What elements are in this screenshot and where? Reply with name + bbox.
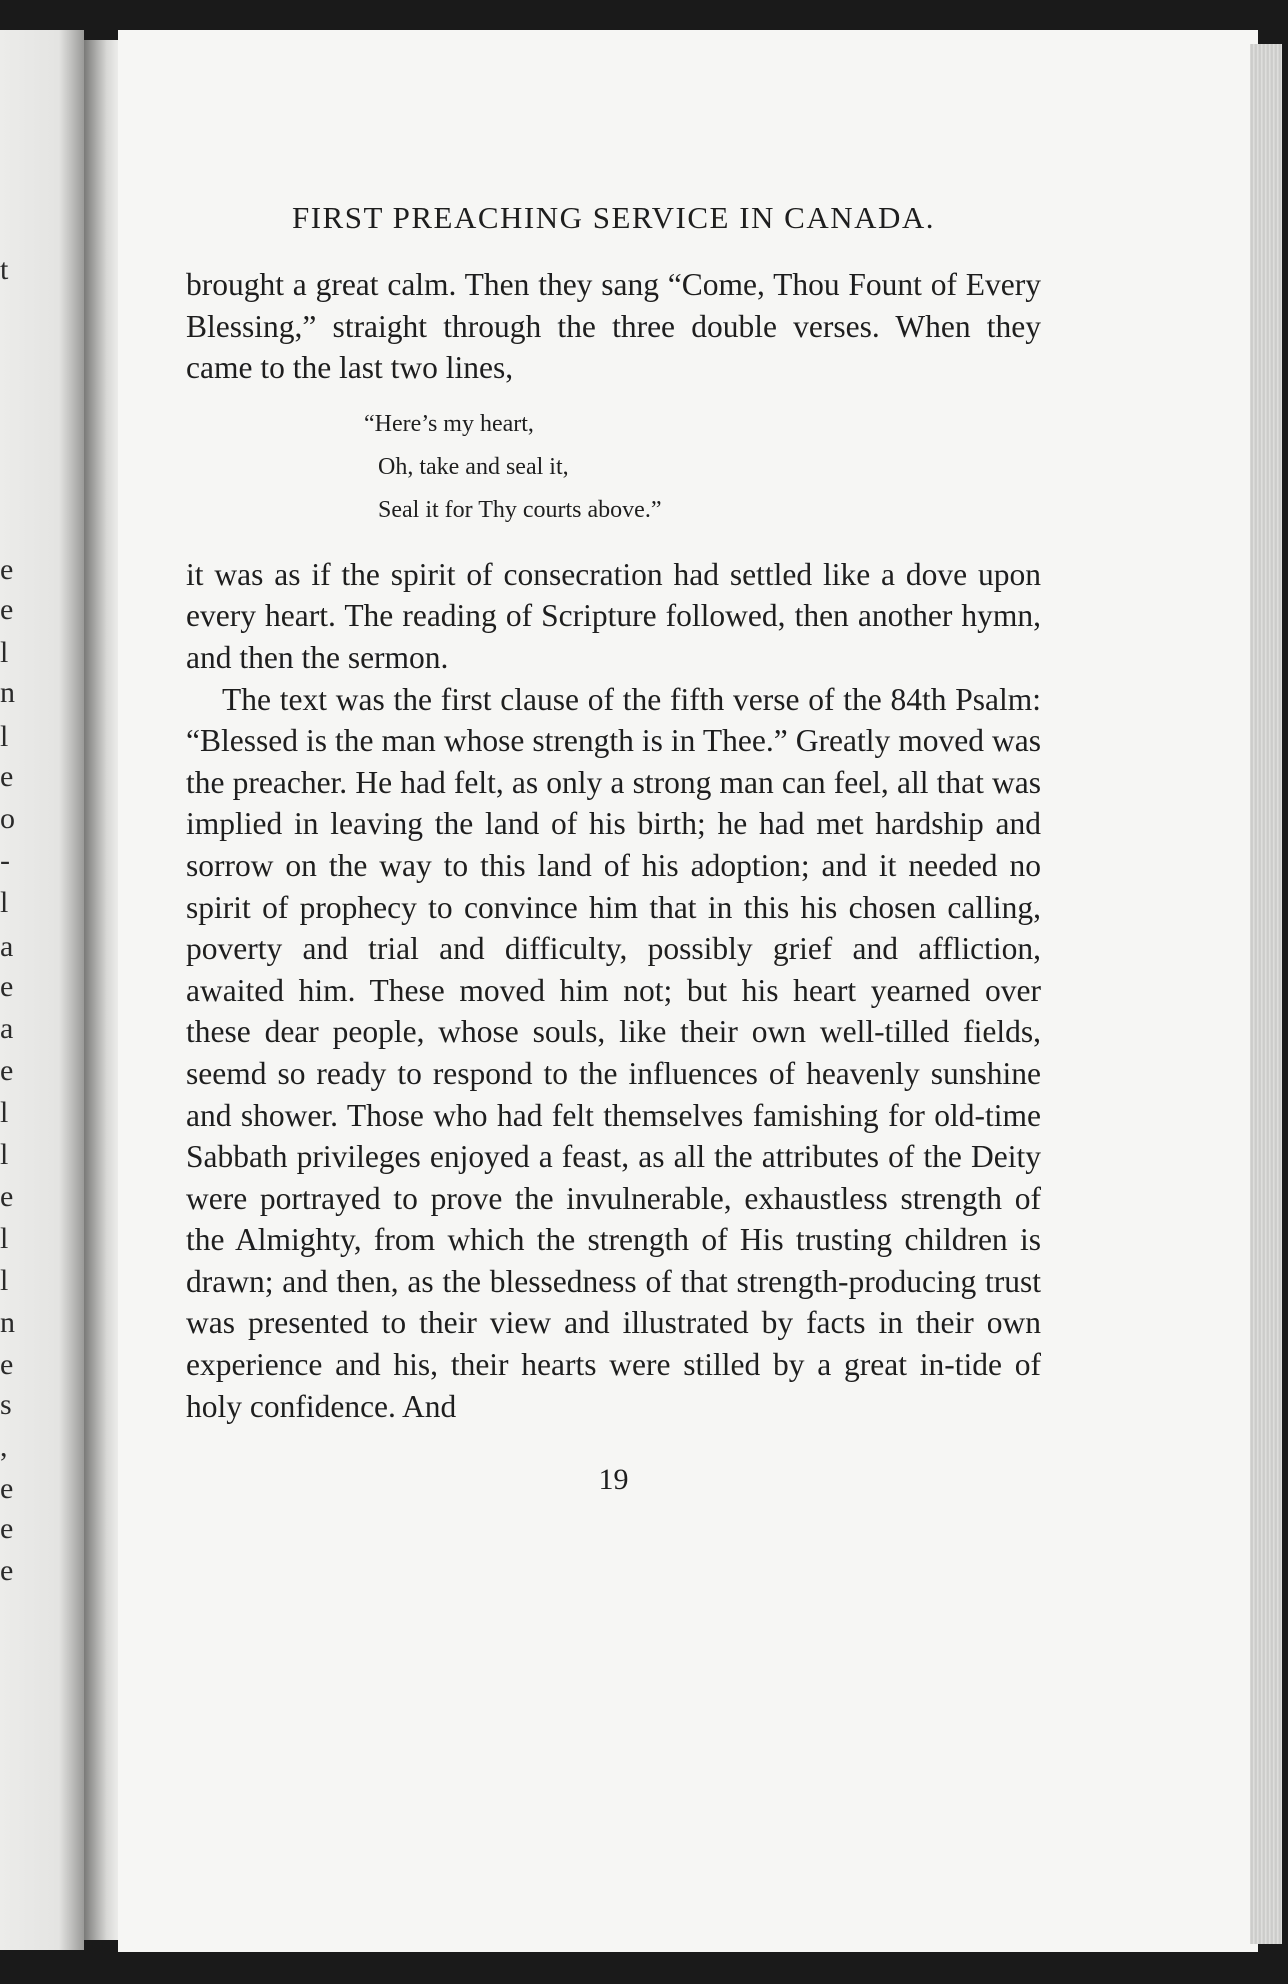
facing-page-fragment: e bbox=[0, 1180, 14, 1213]
facing-page-fragment: l bbox=[0, 1222, 9, 1255]
facing-page-fragment: l bbox=[0, 1264, 9, 1297]
facing-page-fragment: e bbox=[0, 1348, 14, 1381]
paragraph-3: The text was the first clause of the fifth verse of the 84th Psalm: “Blessed is the man whose strength is in Thee.” Greatly moved was the preacher. He had felt, as only a strong man can feel, all that was implied in leaving the land of his birth; he had met hardship and sorrow on the way to this land of his adoption; and it needed no spirit of prophecy to convince him that in this his chosen calling, poverty and trial and difficulty, possibly grief and affliction, awaited him. These moved him not; but his heart yearned over these dear people, whose souls, like their own well-tilled fields, seemd so ready to respond to the influences of heavenly sunshine and shower. Those who had felt themselves famishing for old-time Sabbath privileges enjoyed a feast, as all the attributes of the Deity were portrayed to prove the invulnerable, exhaustless strength of the Almighty, from which the strength of His trusting children is drawn; and then, as the blessedness of that strength-producing trust was presented to their view and illustrated by facts in their own experience and his, their hearts were stilled by a great in-tide of holy confidence. And bbox=[186, 681, 1041, 1424]
facing-page-fragment: e bbox=[0, 1512, 14, 1545]
facing-page-fragment: n bbox=[0, 676, 15, 709]
facing-page-fragment: l bbox=[0, 1096, 9, 1129]
facing-page-fragment: a bbox=[0, 1012, 14, 1045]
facing-page-fragment: e bbox=[0, 1554, 14, 1587]
facing-page-fragment: l bbox=[0, 886, 9, 919]
facing-page-fragment: e bbox=[0, 970, 14, 1003]
verse-line-3: Seal it for Thy courts above.” bbox=[378, 496, 662, 523]
facing-page-edge bbox=[0, 30, 84, 1950]
page-number: 19 bbox=[598, 1463, 629, 1497]
facing-page-fragment: o bbox=[0, 802, 15, 835]
hymn-verse bbox=[364, 403, 1041, 532]
book-gutter bbox=[84, 40, 122, 1940]
facing-page-fragment: l bbox=[0, 636, 9, 669]
page-block-edge bbox=[1250, 44, 1282, 1944]
running-head: FIRST PREACHING SERVICE IN CANADA. bbox=[291, 200, 936, 235]
facing-page-fragment: e bbox=[0, 760, 14, 793]
facing-page-fragment: n bbox=[0, 1306, 15, 1339]
facing-page-fragment: a bbox=[0, 930, 14, 963]
facing-page-fragment: s bbox=[0, 1388, 12, 1421]
paragraph-1: brought a great calm. Then they sang “Come, Thou Fount of Every Blessing,” straight through the three double verses. When they came to the last two lines, bbox=[186, 267, 1041, 386]
verse-line-1: “Here’s my heart, bbox=[364, 410, 534, 437]
facing-page-fragment: - bbox=[0, 844, 10, 877]
verse-line-2: Oh, take and seal it, bbox=[378, 453, 569, 480]
facing-page-fragment: , bbox=[0, 1430, 8, 1463]
facing-page-fragment: e bbox=[0, 1472, 14, 1505]
facing-page-fragment: t bbox=[0, 253, 9, 286]
paragraph-2: it was as if the spirit of consecration had settled like a dove upon every heart. The reading of Scripture followed, then another hymn, and then the sermon. bbox=[186, 556, 1041, 675]
facing-page-fragment: e bbox=[0, 593, 14, 626]
facing-page-fragment: l bbox=[0, 720, 9, 753]
facing-page-fragment: e bbox=[0, 1054, 14, 1087]
facing-page-fragment: e bbox=[0, 553, 14, 586]
page-content bbox=[186, 200, 1041, 1497]
facing-page-fragment: l bbox=[0, 1138, 9, 1171]
